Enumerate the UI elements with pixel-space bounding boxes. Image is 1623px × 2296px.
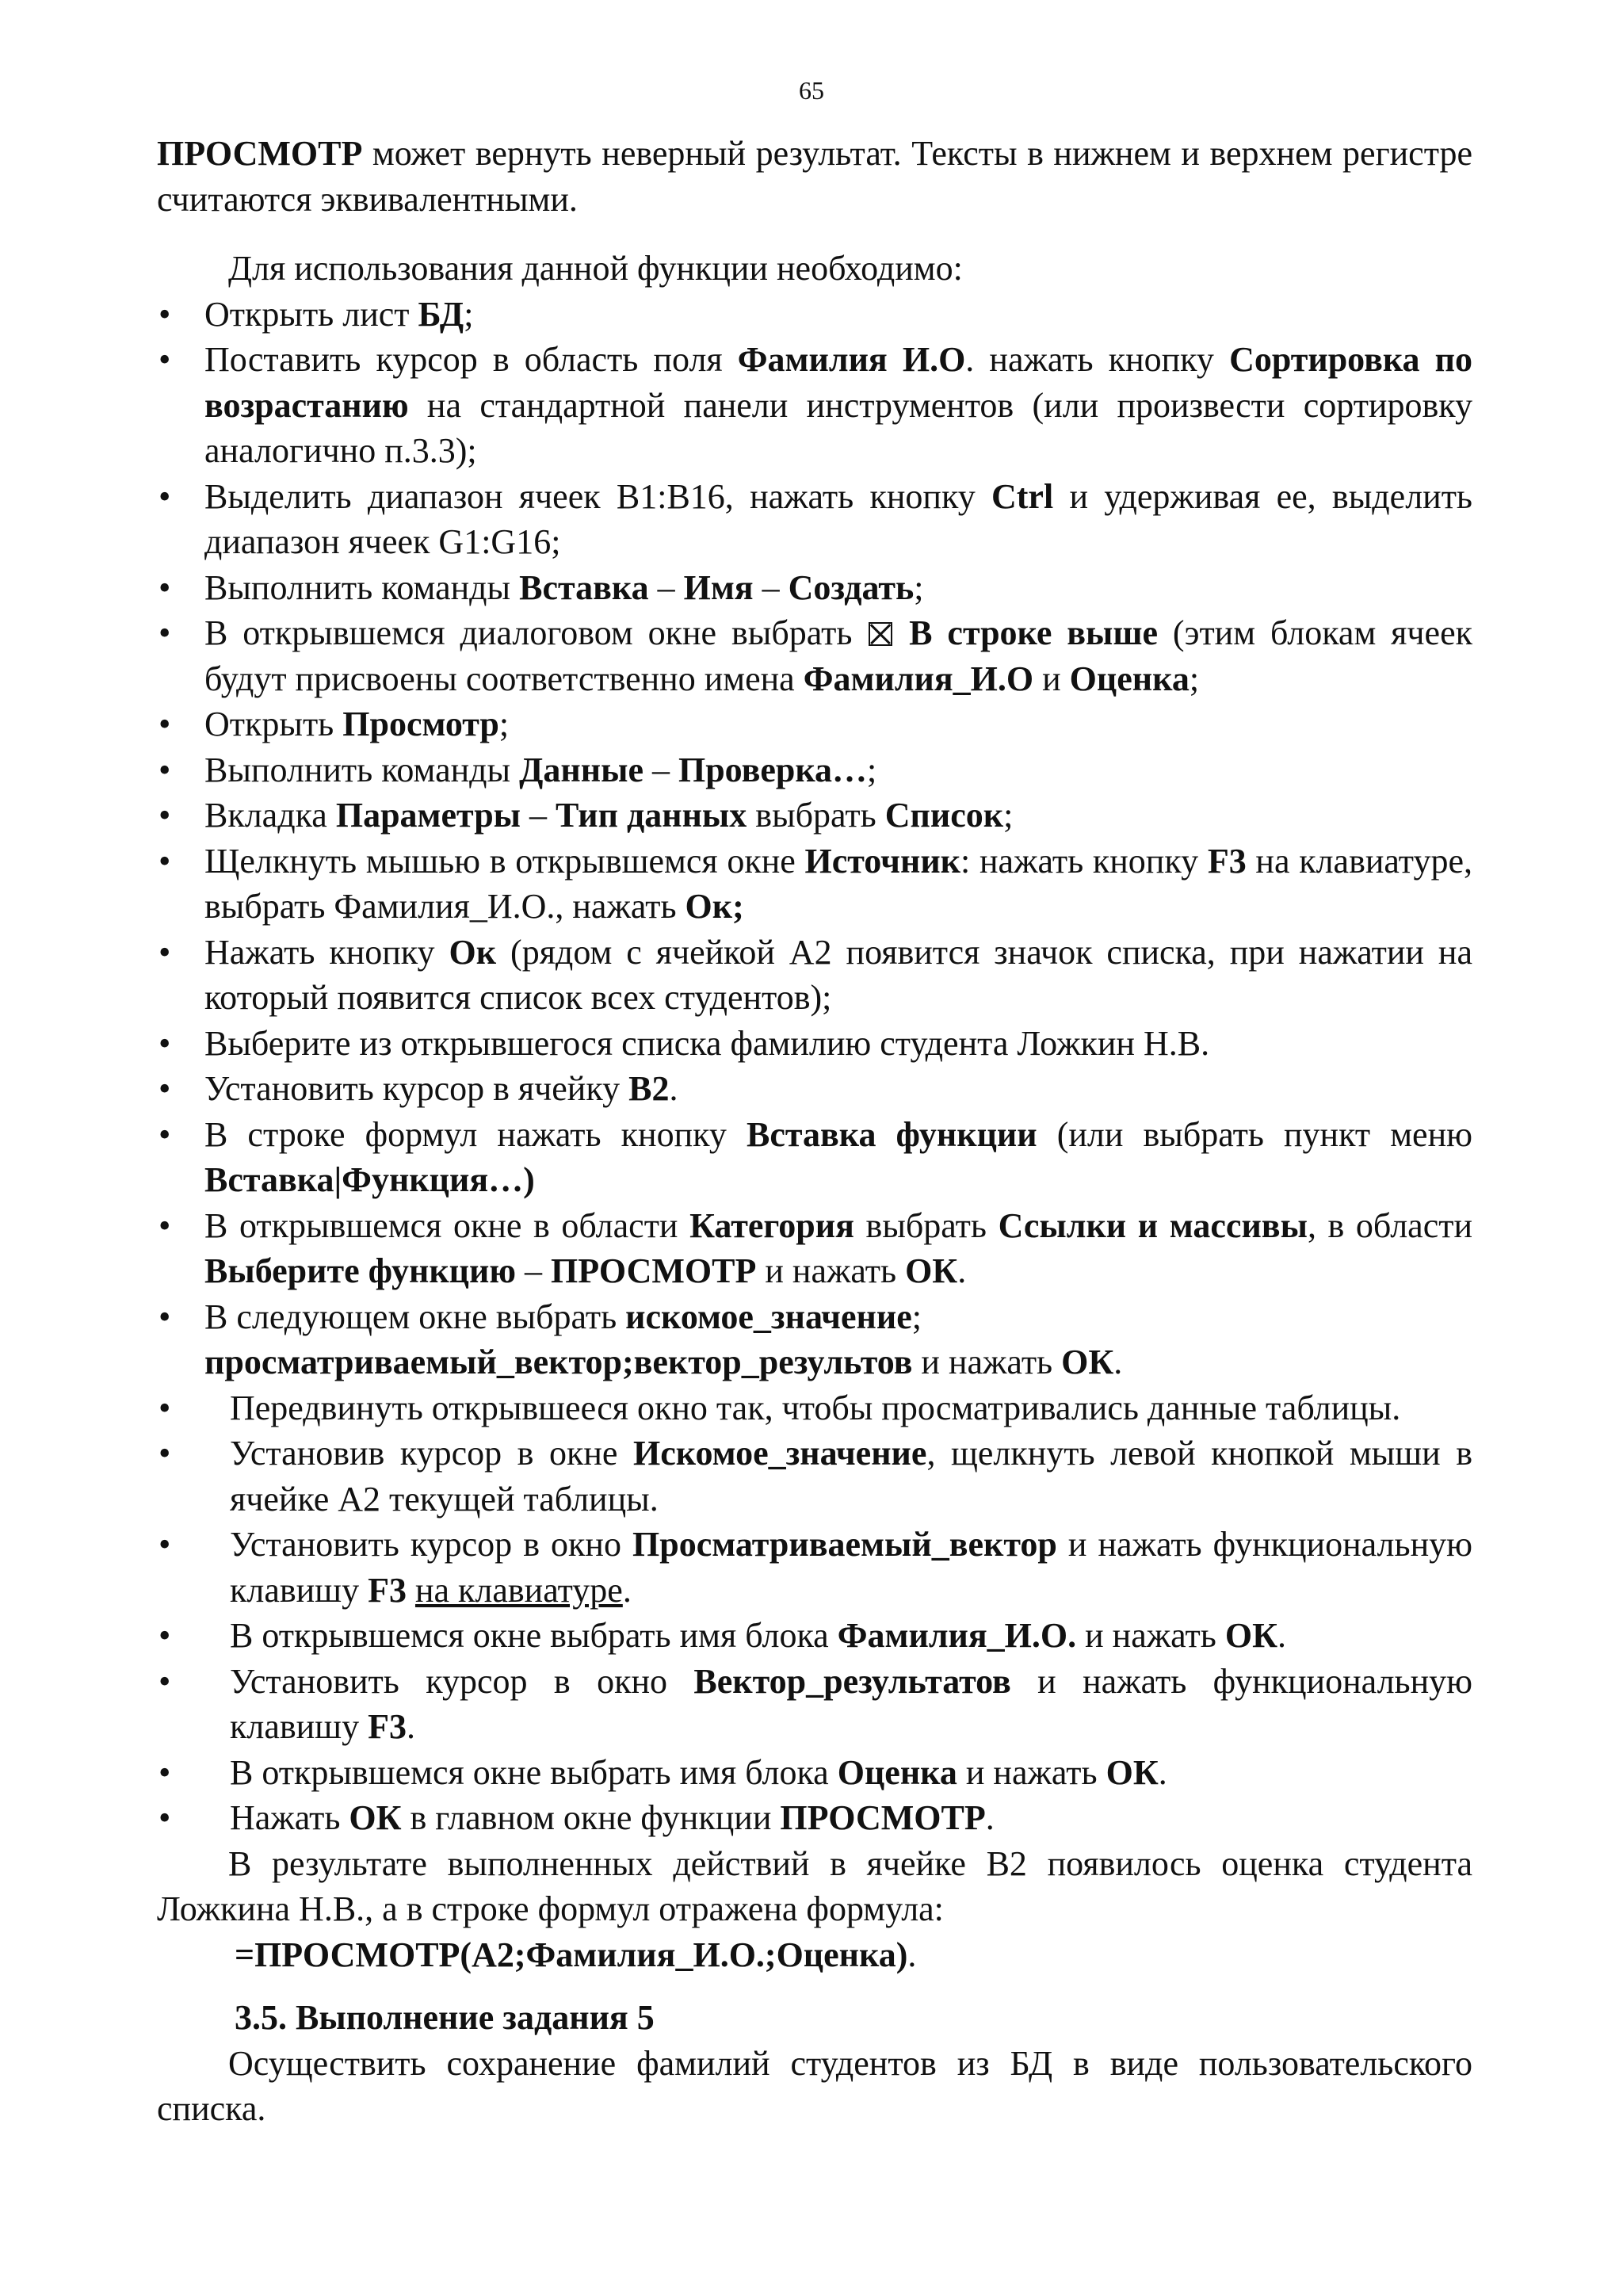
list-item: • В открывшемся окне в области Категория выбрать Ссылки и массивы, в области Выберите функцию – ПРОСМОТР и нажать ОК.	[157, 1203, 1472, 1294]
result-paragraph: В результате выполненных действий в ячейке В2 появилось оценка студента Ложкина Н.В., а в строке формул отражена формула:	[157, 1843, 1472, 1928]
list-item: • Выполнить команды Вставка – Имя – Создать;	[157, 565, 1472, 611]
bullet-icon: •	[158, 841, 171, 881]
bullet-icon: •	[158, 1616, 171, 1655]
bullet-icon: •	[158, 1388, 171, 1427]
list-item: • Открыть лист БД;	[157, 292, 1472, 338]
bullet-icon: •	[158, 613, 171, 652]
steps-list	[157, 292, 1472, 1841]
task-paragraph: Осуществить сохранение фамилий студентов из БД в виде пользовательского списка.	[157, 2043, 1472, 2128]
list-item: • В открывшемся окне выбрать имя блока Фамилия_И.О. и нажать ОК.	[157, 1613, 1472, 1659]
bullet-icon: •	[158, 294, 171, 334]
list-item: • Вкладка Параметры – Тип данных выбрать Список;	[157, 793, 1472, 839]
list-item: • В строке формул нажать кнопку Вставка функции (или выбрать пункт меню Вставка|Функция…)	[157, 1112, 1472, 1203]
checked-box-icon	[869, 622, 892, 646]
intro-text: может вернуть неверный результат. Тексты в нижнем и верхнем регистре считаются эквивалентными.	[157, 134, 1472, 219]
list-item: • Установить курсор в ячейку В2.	[157, 1066, 1472, 1112]
list-item: • Щелкнуть мышью в открывшемся окне Источник: нажать кнопку F3 на клавиатуре, выбрать Фамилия_И.О., нажать Ок;	[157, 839, 1472, 930]
list-item: • Открыть Просмотр;	[157, 701, 1472, 747]
list-item: • Поставить курсор в область поля Фамилия И.О. нажать кнопку Сортировка по возрастанию на стандартной панели инструментов (или произвести сортировку аналогично п.3.3);	[157, 337, 1472, 474]
list-item: • В открывшемся окне выбрать имя блока Оценка и нажать ОК.	[157, 1750, 1472, 1796]
bullet-icon: •	[158, 1023, 171, 1063]
formula-line: =ПРОСМОТР(А2;Фамилия_И.О.;Оценка).	[235, 1935, 917, 1974]
intro-paragraph	[157, 131, 1472, 222]
bullet-icon: •	[158, 1525, 171, 1564]
bullet-icon: •	[158, 932, 171, 972]
bullet-icon: •	[158, 1297, 171, 1336]
formula-text: =ПРОСМОТР(А2;Фамилия_И.О.;Оценка)	[235, 1935, 908, 1974]
bullet-icon: •	[158, 567, 171, 607]
bullet-icon: •	[158, 750, 171, 789]
bullet-icon: •	[158, 476, 171, 516]
list-item: • В следующем окне выбрать искомое_значение; просматриваемый_вектор;вектор_результов и нажать ОК.	[157, 1294, 1472, 1385]
lead-paragraph: Для использования данной функции необходимо:	[228, 249, 963, 288]
bullet-icon: •	[158, 1434, 171, 1473]
list-item: • Выберите из открывшегося списка фамилию студента Ложкин Н.В.	[157, 1021, 1472, 1067]
bullet-icon: •	[158, 1752, 171, 1792]
list-item: • Выполнить команды Данные – Проверка…;	[157, 747, 1472, 793]
page-number: 65	[799, 76, 824, 105]
list-item: • Нажать кнопку Ок (рядом с ячейкой А2 появится значок списка, при нажатии на который появится список всех студентов);	[157, 930, 1472, 1021]
bullet-icon: •	[158, 1114, 171, 1154]
list-item: • Нажать ОК в главном окне функции ПРОСМОТР.	[157, 1795, 1472, 1841]
list-item: • Передвинуть открывшееся окно так, чтобы просматривались данные таблицы.	[157, 1385, 1472, 1431]
bullet-icon: •	[158, 1205, 171, 1245]
bullet-icon: •	[158, 705, 171, 743]
bullet-icon: •	[158, 1798, 171, 1837]
bullet-icon: •	[158, 1069, 171, 1108]
list-item: • Выделить диапазон ячеек B1:B16, нажать кнопку Ctrl и удерживая ее, выделить диапазон ячеек G1:G16;	[157, 474, 1472, 565]
bullet-icon: •	[158, 1661, 171, 1701]
bullet-icon: •	[158, 796, 171, 835]
function-name: ПРОСМОТР	[157, 134, 363, 173]
list-item: • Установить курсор в окно Вектор_результатов и нажать функциональную клавишу F3.	[157, 1659, 1472, 1750]
list-item: • Установив курсор в окне Искомое_значение, щелкнуть левой кнопкой мыши в ячейке А2 текущей таблицы.	[157, 1431, 1472, 1522]
section-heading: 3.5. Выполнение задания 5	[235, 1998, 655, 2037]
bullet-icon: •	[158, 340, 171, 379]
list-item: • Установить курсор в окно Просматриваемый_вектор и нажать функциональную клавишу F3 на клавиатуре.	[157, 1522, 1472, 1613]
list-item: • В открывшемся диалоговом окне выбрать В строке выше (этим блокам ячеек будут присвоены соответственно имена Фамилия_И.О и Оценка;	[157, 610, 1472, 701]
page-body	[157, 131, 1472, 2132]
